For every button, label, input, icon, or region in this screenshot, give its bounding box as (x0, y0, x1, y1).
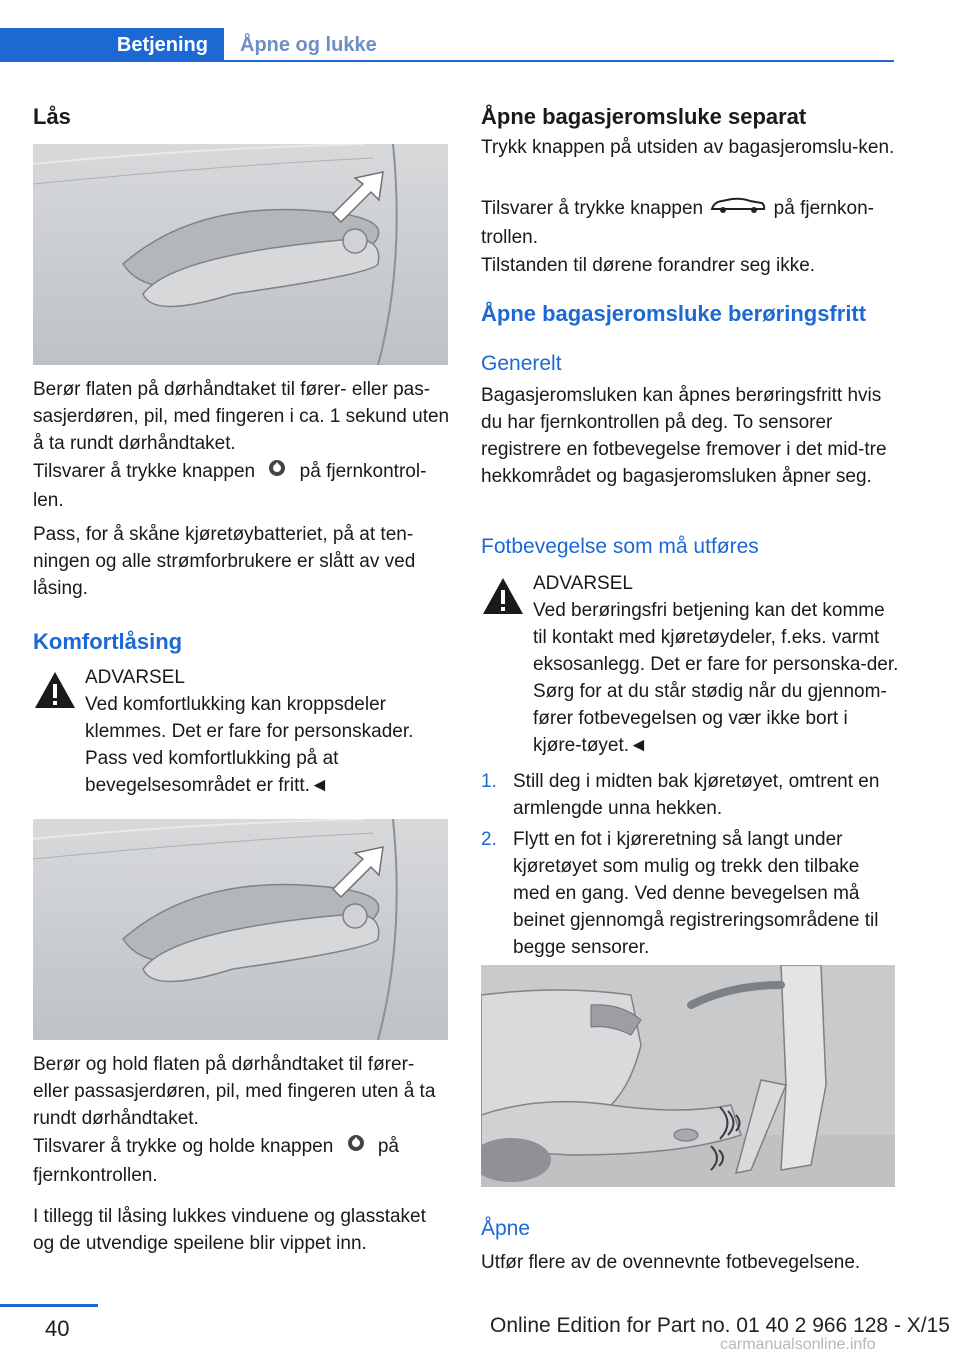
paragraph-las-2-before: Tilsvarer å trykke knappen (33, 461, 256, 483)
list-item (481, 768, 899, 822)
paragraph-separat-1: Trykk knappen på utsiden av bagasjeromslu-ken. (481, 137, 895, 158)
warning-label: ADVARSEL (85, 667, 185, 688)
paragraph-komfort-1: Berør og hold flaten på dørhåndtaket til fører- eller passasjerdøren, pil, med fingeren uten å ta rundt dørhåndtaket. (33, 1054, 436, 1129)
paragraph-komfort-2-after: på fjernkontrollen. (33, 1136, 399, 1186)
header-rule (224, 60, 894, 62)
page-number: 40 (45, 1316, 70, 1341)
heading-komfortlasing: Komfortlåsing (33, 629, 183, 654)
paragraph-separat-2 (481, 194, 899, 251)
warning-block-fotbevegelse (481, 570, 899, 759)
tab-betjening: Betjening (0, 28, 224, 62)
subheading-generelt: Generelt (481, 352, 562, 375)
paragraph-las-1: Berør flaten på dørhåndtaket til fører- eller pas-sasjerdøren, pil, med fingeren i ca. 1 sekund uten å ta rundt dørhåndtaket. (33, 379, 450, 454)
warning-label: ADVARSEL (533, 573, 633, 594)
tab-apne-og-lukke: Åpne og lukke (240, 34, 377, 56)
car-trunk-icon (708, 194, 768, 224)
paragraph-komfort-3: I tillegg til låsing lukkes vinduene og glasstaket og de utvendige speilene blir vippet inn. (33, 1206, 426, 1254)
lock-button-icon (339, 1132, 373, 1162)
paragraph-komfort-2 (33, 1132, 451, 1189)
subheading-fotbevegelse: Fotbevegelse som må utføres (481, 535, 759, 558)
paragraph-separat-2-before: Tilsvarer å trykke knappen (481, 198, 704, 220)
warning-triangle-icon (481, 576, 525, 616)
paragraph-las-2-after: på fjernkontrol-len. (33, 461, 427, 511)
step-number: 1. (481, 771, 497, 792)
paragraph-separat-3: Tilstanden til dørene forandrer seg ikke. (481, 255, 816, 276)
warning-triangle-icon (33, 670, 77, 710)
foot-gesture-illustration (481, 965, 895, 1187)
subheading-apne: Åpne (481, 1217, 531, 1240)
warning-block-komfort (33, 664, 451, 799)
step-text: Still deg i midten bak kjøretøyet, omtrent en armlengde unna hekken. (513, 771, 880, 819)
step-number: 2. (481, 829, 497, 850)
heading-las: Lås (33, 104, 71, 129)
warning-text: Ved komfortlukking kan kroppsdeler klemmes. Det er fare for personskader. Pass ved komfortlukking på at bevegelsesområdet er fritt.◄ (85, 694, 414, 796)
footer-rule (0, 1304, 98, 1307)
paragraph-separat-2-after: på fjernkon-trollen. (481, 198, 875, 248)
footer-edition: Online Edition for Part no. 01 40 2 966 128 - X/15 (490, 1314, 950, 1337)
paragraph-generelt: Bagasjeromsluken kan åpnes berøringsfritt hvis du har fjernkontrollen på deg. To sensorer registrere en fotbevegelse fremover i det mid-tre hekkområdet og bagasjeromsluken åpner seg. (481, 385, 887, 487)
door-handle-illustration-2 (33, 819, 448, 1040)
list-item (481, 826, 899, 961)
paragraph-las-2 (33, 457, 451, 514)
watermark: carmanualsonline.info (720, 1336, 876, 1353)
paragraph-las-3: Pass, for å skåne kjøretøybatteriet, på at ten-ningen og alle strømforbrukere er slått av ved låsing. (33, 524, 416, 599)
paragraph-komfort-2-before: Tilsvarer å trykke og holde knappen (33, 1136, 334, 1158)
step-text: Flytt en fot i kjøreretning så langt under kjøretøyet som mulig og trekk den tilbake med en gang. Ved denne bevegelsen må beinet gjennomgå registreringsområdene til begge sensorer. (513, 829, 879, 958)
paragraph-apne: Utfør flere av de ovennevnte fotbevegelsene. (481, 1252, 861, 1273)
heading-apne-separat: Åpne bagasjeromsluke separat (481, 104, 807, 129)
door-handle-illustration-1 (33, 144, 448, 365)
lock-button-icon (260, 457, 294, 487)
heading-beroringsfritt: Åpne bagasjeromsluke berøringsfritt (481, 301, 867, 326)
warning-text: Ved berøringsfri betjening kan det komme til kontakt med kjøretøydeler, f.eks. varmt eksosanlegg. Det er fare for personska-der. Sørg for at du står stødig når du gjennom-fører fotbevegelsen og vær ikke bort i kjøre-tøyet.◄ (533, 600, 899, 756)
steps-list (481, 768, 899, 965)
